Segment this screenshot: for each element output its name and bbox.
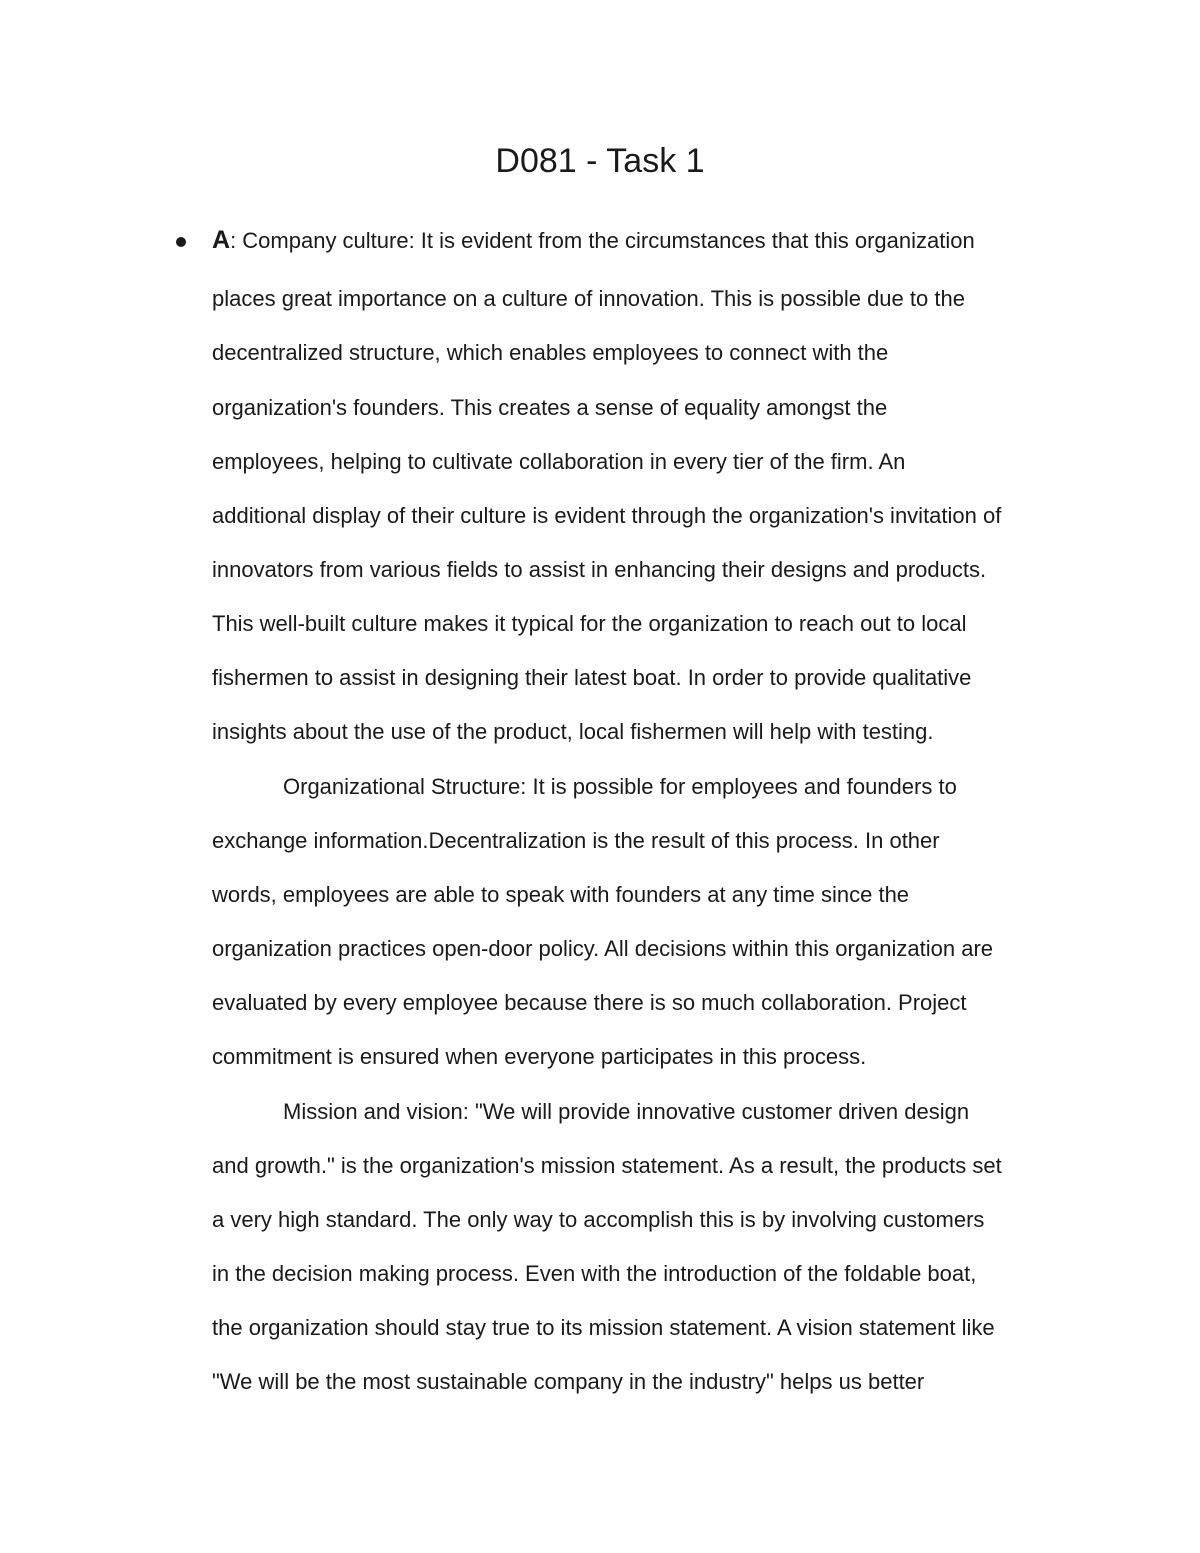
- paragraph-line: insights about the use of the product, local fishermen will help with testing.: [212, 719, 934, 744]
- paragraph-line: Organizational Structure: It is possible for employees and founders to: [283, 774, 957, 799]
- paragraph-line: [212, 225, 975, 256]
- paragraph-line: Mission and vision: "We will provide innovative customer driven design: [283, 1099, 970, 1124]
- paragraph-line: employees, helping to cultivate collaboration in every tier of the firm. An: [212, 449, 906, 474]
- bullet-icon: [176, 237, 186, 247]
- paragraph-line: "We will be the most sustainable company in the industry" helps us better: [212, 1369, 925, 1394]
- paragraph-line: This well-built culture makes it typical for the organization to reach out to local: [212, 611, 967, 636]
- paragraph-line: the organization should stay true to its mission statement. A vision statement like: [212, 1315, 995, 1340]
- paragraph-line: evaluated by every employee because there is so much collaboration. Project: [212, 990, 967, 1015]
- paragraph-line: words, employees are able to speak with founders at any time since the: [212, 882, 910, 907]
- paragraph-line: places great importance on a culture of innovation. This is possible due to the: [212, 286, 965, 311]
- section-first-line: : Company culture: It is evident from the circumstances that this organization: [230, 228, 975, 253]
- section-letter: A: [212, 226, 231, 254]
- paragraph-line: decentralized structure, which enables employees to connect with the: [212, 340, 889, 365]
- paragraph-line: innovators from various fields to assist in enhancing their designs and products.: [212, 557, 987, 582]
- paragraph-line: additional display of their culture is evident through the organization's invitation of: [212, 503, 1002, 528]
- paragraph-line: and growth." is the organization's mission statement. As a result, the products set: [212, 1153, 1002, 1178]
- paragraph-line: in the decision making process. Even with the introduction of the foldable boat,: [212, 1261, 977, 1286]
- paragraph-line: a very high standard. The only way to accomplish this is by involving customers: [212, 1207, 985, 1232]
- paragraph-line: organization practices open-door policy. All decisions within this organization are: [212, 936, 994, 961]
- document-title: D081 - Task 1: [495, 142, 705, 180]
- paragraph-line: commitment is ensured when everyone participates in this process.: [212, 1044, 867, 1069]
- paragraph-line: organization's founders. This creates a sense of equality amongst the: [212, 395, 888, 420]
- paragraph-line: fishermen to assist in designing their latest boat. In order to provide qualitative: [212, 665, 972, 690]
- paragraph-line: exchange information.Decentralization is the result of this process. In other: [212, 828, 940, 853]
